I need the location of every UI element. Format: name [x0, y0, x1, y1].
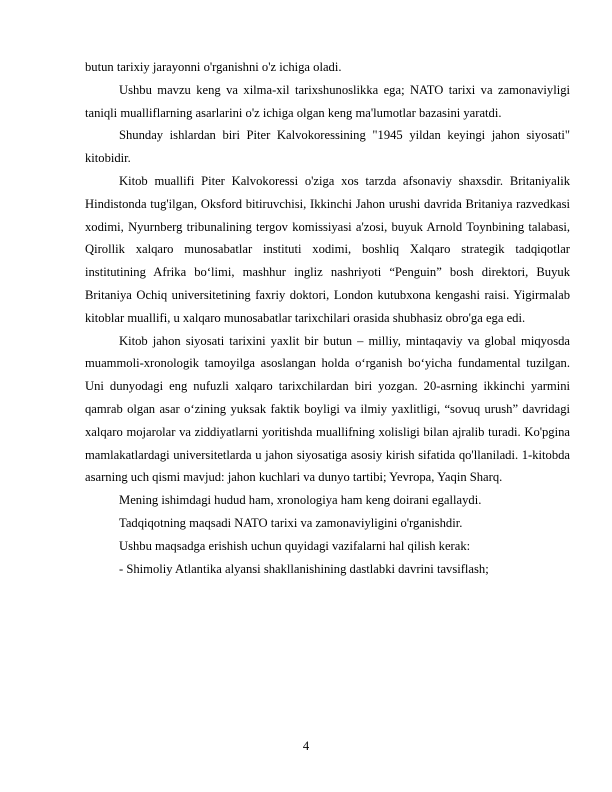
paragraph-7: Tadqiqotning maqsadi NATO tarixi va zamonaviyligini o'rganishdir.	[119, 515, 463, 530]
document-body	[85, 56, 570, 580]
paragraph-2: Ushbu mavzu keng va xilma-xil tarixshunoslikka ega; NATO tarixi va zamonaviyligi taniqli mualliflarning asarlarini o'z ichiga olgan keng ma'lumotlar bazasini yaratdi.	[85, 82, 570, 120]
paragraph-5: Kitob jahon siyosati tarixini yaxlit bir butun – milliy, mintaqaviy va global miqyosda muammoli-xronologik tamoyilga asoslangan holda o‘rganish bo‘yicha fundamental tuzilgan. Uni dunyodagi eng nufuzli xalqaro tarixchilardan biri yozgan. 20-asrning ikkinchi yarmini qamrab olgan asar o‘zining yuksak faktik boyligi va ilmiy yaxlitligi, “sovuq urush” davridagi xalqaro mojarolar va ziddiyatlarni yoritishda muallifning xolisligi bilan ajralib turadi. Ko'pgina mamlakatlardagi universitetlarda u jahon siyosatiga asosiy kirish sifatida qo'llaniladi. 1-kitobda asarning uch qismi mavjud: jahon kuchlari va dunyo tartibi; Yevropa, Yaqin Sharq.	[85, 333, 570, 485]
paragraph-8: Ushbu maqsadga erishish uchun quyidagi vazifalarni hal qilish kerak:	[119, 538, 471, 553]
paragraph-4: Kitob muallifi Piter Kalvokoressi o'ziga xos tarzda afsonaviy shaxsdir. Britaniyalik Hindistonda tug'ilgan, Oksford bitiruvchisi, Ikkinchi Jahon urushi davrida Britaniya razvedkasi xodimi, Nyurnberg tribunalining tergov komissiyasi a'zosi, buyuk Arnold Toynbining talabasi, Qirollik xalqaro munosabatlar instituti xodimi, boshliq Xalqaro strategik tadqiqotlar institutining Afrika bo‘limi, mashhur ingliz nashriyoti “Penguin” bosh direktori, Buyuk Britaniya Ochiq universitetining faxriy doktori, London kutubxona kengashi raisi. Yigirmalab kitoblar muallifi, u xalqaro munosabatlar tarixchilari orasida shubhasiz obro'ga ega edi.	[85, 173, 570, 325]
paragraph-3: Shunday ishlardan biri Piter Kalvokoressining "1945 yildan keyingi jahon siyosati" kitobidir.	[85, 128, 570, 166]
page-number: 4	[302, 739, 310, 753]
paragraph-1: butun tarixiy jarayonni o'rganishni o'z ichiga oladi.	[85, 60, 342, 74]
paragraph-9: - Shimoliy Atlantika alyansi shakllanishining dastlabki davrini tavsiflash;	[119, 561, 489, 576]
paragraph-6: Mening ishimdagi hudud ham, xronologiya ham keng doirani egallaydi.	[119, 493, 482, 508]
